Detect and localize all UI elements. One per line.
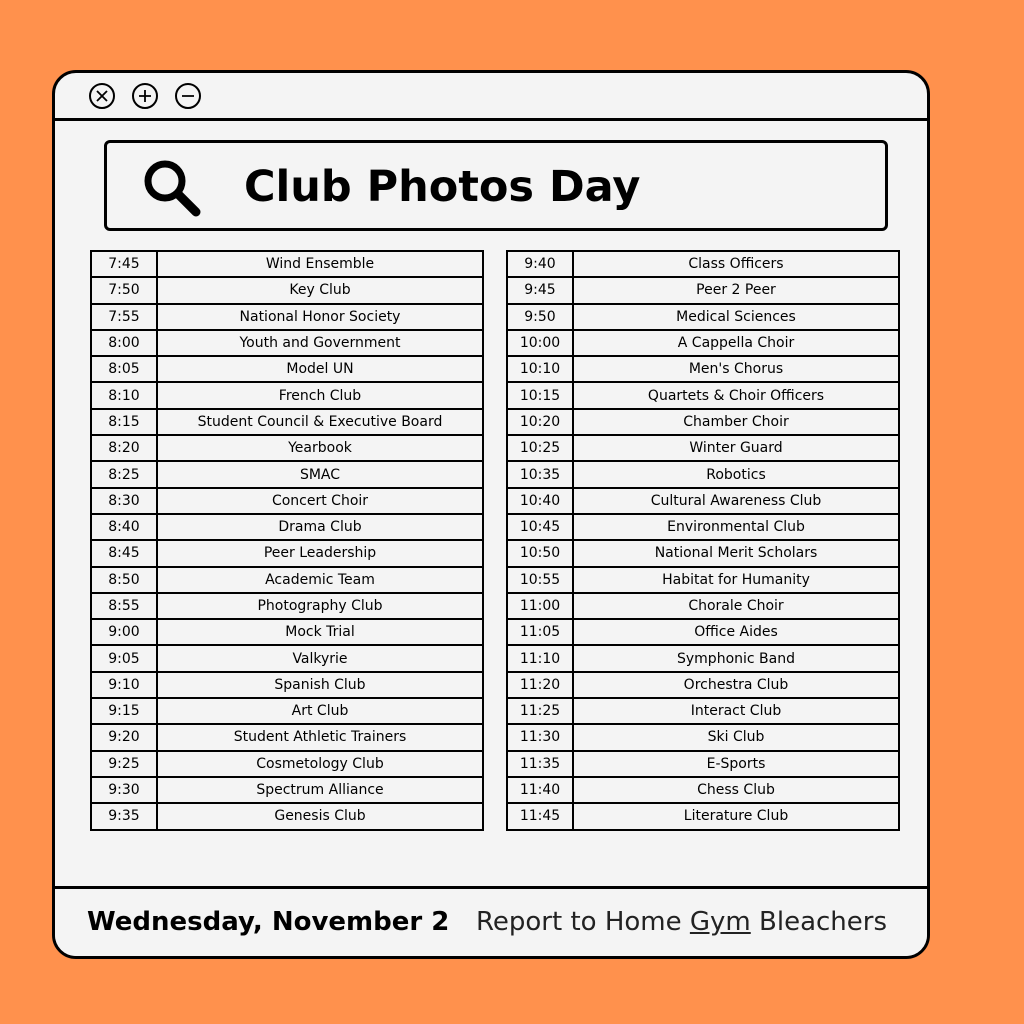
club-cell: Key Club (157, 277, 483, 303)
time-cell: 10:15 (507, 382, 573, 408)
club-cell: Chamber Choir (573, 409, 899, 435)
time-cell: 9:50 (507, 304, 573, 330)
time-cell: 8:10 (91, 382, 157, 408)
page-title: Club Photos Day (244, 162, 641, 212)
plus-icon[interactable] (132, 83, 158, 109)
table-row (507, 251, 899, 277)
schedule-table-right (506, 250, 900, 831)
search-bar[interactable] (104, 140, 888, 231)
time-cell: 10:25 (507, 435, 573, 461)
table-row (91, 356, 483, 382)
table-row (91, 409, 483, 435)
club-cell: Concert Choir (157, 488, 483, 514)
time-cell: 10:40 (507, 488, 573, 514)
table-row (91, 751, 483, 777)
table-row (91, 724, 483, 750)
table-row (91, 540, 483, 566)
time-cell: 9:00 (91, 619, 157, 645)
table-row (91, 567, 483, 593)
schedule-table-left (90, 250, 484, 831)
table-row (91, 461, 483, 487)
club-cell: Drama Club (157, 514, 483, 540)
time-cell: 9:25 (91, 751, 157, 777)
table-row (507, 724, 899, 750)
club-cell: Spectrum Alliance (157, 777, 483, 803)
club-cell: Ski Club (573, 724, 899, 750)
time-cell: 11:45 (507, 803, 573, 829)
club-cell: Mock Trial (157, 619, 483, 645)
time-cell: 7:55 (91, 304, 157, 330)
table-row (507, 488, 899, 514)
club-cell: SMAC (157, 461, 483, 487)
table-row (91, 435, 483, 461)
table-row (91, 382, 483, 408)
table-row (91, 330, 483, 356)
browser-window (52, 70, 930, 959)
table-row (91, 645, 483, 671)
table-row (91, 304, 483, 330)
club-cell: National Merit Scholars (573, 540, 899, 566)
time-cell: 10:00 (507, 330, 573, 356)
time-cell: 8:00 (91, 330, 157, 356)
club-cell: Art Club (157, 698, 483, 724)
club-cell: Chorale Choir (573, 593, 899, 619)
time-cell: 9:15 (91, 698, 157, 724)
time-cell: 8:25 (91, 461, 157, 487)
club-cell: National Honor Society (157, 304, 483, 330)
time-cell: 11:00 (507, 593, 573, 619)
club-cell: Academic Team (157, 567, 483, 593)
club-cell: E-Sports (573, 751, 899, 777)
club-cell: Model UN (157, 356, 483, 382)
table-row (507, 435, 899, 461)
table-row (507, 593, 899, 619)
club-cell: Men's Chorus (573, 356, 899, 382)
club-cell: Student Athletic Trainers (157, 724, 483, 750)
time-cell: 8:30 (91, 488, 157, 514)
close-icon[interactable] (89, 83, 115, 109)
table-row (507, 540, 899, 566)
club-cell: Student Council & Executive Board (157, 409, 483, 435)
location-underlined: Gym (689, 907, 751, 937)
club-cell: Genesis Club (157, 803, 483, 829)
event-date: Wednesday, November 2 (87, 907, 450, 937)
time-cell: 11:35 (507, 751, 573, 777)
minus-icon[interactable] (175, 83, 201, 109)
time-cell: 9:35 (91, 803, 157, 829)
club-cell: Robotics (573, 461, 899, 487)
time-cell: 8:15 (91, 409, 157, 435)
time-cell: 8:55 (91, 593, 157, 619)
time-cell: 10:20 (507, 409, 573, 435)
time-cell: 9:30 (91, 777, 157, 803)
time-cell: 11:40 (507, 777, 573, 803)
table-row (507, 803, 899, 829)
footer-bar (55, 886, 927, 956)
club-cell: Interact Club (573, 698, 899, 724)
table-row (91, 672, 483, 698)
title-bar (55, 73, 927, 121)
table-row (91, 514, 483, 540)
table-row (507, 382, 899, 408)
time-cell: 8:45 (91, 540, 157, 566)
table-row (507, 751, 899, 777)
club-cell: Peer Leadership (157, 540, 483, 566)
table-row (507, 304, 899, 330)
table-row (91, 619, 483, 645)
club-cell: A Cappella Choir (573, 330, 899, 356)
time-cell: 8:20 (91, 435, 157, 461)
time-cell: 9:10 (91, 672, 157, 698)
time-cell: 10:10 (507, 356, 573, 382)
club-cell: French Club (157, 382, 483, 408)
table-row (507, 461, 899, 487)
club-cell: Habitat for Humanity (573, 567, 899, 593)
table-row (507, 330, 899, 356)
time-cell: 10:55 (507, 567, 573, 593)
club-cell: Class Officers (573, 251, 899, 277)
table-row (507, 514, 899, 540)
time-cell: 9:05 (91, 645, 157, 671)
location-suffix: Bleachers (759, 907, 888, 937)
time-cell: 8:50 (91, 567, 157, 593)
club-cell: Medical Sciences (573, 304, 899, 330)
club-cell: Photography Club (157, 593, 483, 619)
time-cell: 11:25 (507, 698, 573, 724)
club-cell: Symphonic Band (573, 645, 899, 671)
table-row (507, 567, 899, 593)
table-row (507, 672, 899, 698)
club-cell: Chess Club (573, 777, 899, 803)
time-cell: 7:45 (91, 251, 157, 277)
table-row (507, 356, 899, 382)
table-row (507, 409, 899, 435)
club-cell: Winter Guard (573, 435, 899, 461)
time-cell: 11:30 (507, 724, 573, 750)
location-prefix: Report to Home (476, 907, 682, 937)
time-cell: 9:20 (91, 724, 157, 750)
club-cell: Yearbook (157, 435, 483, 461)
time-cell: 11:05 (507, 619, 573, 645)
club-cell: Orchestra Club (573, 672, 899, 698)
table-row (507, 619, 899, 645)
club-cell: Wind Ensemble (157, 251, 483, 277)
club-cell: Literature Club (573, 803, 899, 829)
time-cell: 9:40 (507, 251, 573, 277)
time-cell: 10:50 (507, 540, 573, 566)
table-row (507, 698, 899, 724)
table-row (91, 277, 483, 303)
table-row (91, 593, 483, 619)
club-cell: Valkyrie (157, 645, 483, 671)
time-cell: 9:45 (507, 277, 573, 303)
table-row (507, 277, 899, 303)
club-cell: Cultural Awareness Club (573, 488, 899, 514)
time-cell: 8:40 (91, 514, 157, 540)
club-cell: Office Aides (573, 619, 899, 645)
club-cell: Peer 2 Peer (573, 277, 899, 303)
time-cell: 8:05 (91, 356, 157, 382)
search-icon (141, 157, 203, 219)
club-cell: Spanish Club (157, 672, 483, 698)
table-row (91, 803, 483, 829)
club-cell: Environmental Club (573, 514, 899, 540)
club-cell: Youth and Government (157, 330, 483, 356)
time-cell: 7:50 (91, 277, 157, 303)
event-location (476, 902, 887, 942)
table-row (507, 777, 899, 803)
table-row (507, 645, 899, 671)
club-cell: Cosmetology Club (157, 751, 483, 777)
club-cell: Quartets & Choir Officers (573, 382, 899, 408)
time-cell: 10:45 (507, 514, 573, 540)
table-row (91, 251, 483, 277)
time-cell: 11:20 (507, 672, 573, 698)
table-row (91, 488, 483, 514)
table-row (91, 777, 483, 803)
table-row (91, 698, 483, 724)
time-cell: 10:35 (507, 461, 573, 487)
time-cell: 11:10 (507, 645, 573, 671)
